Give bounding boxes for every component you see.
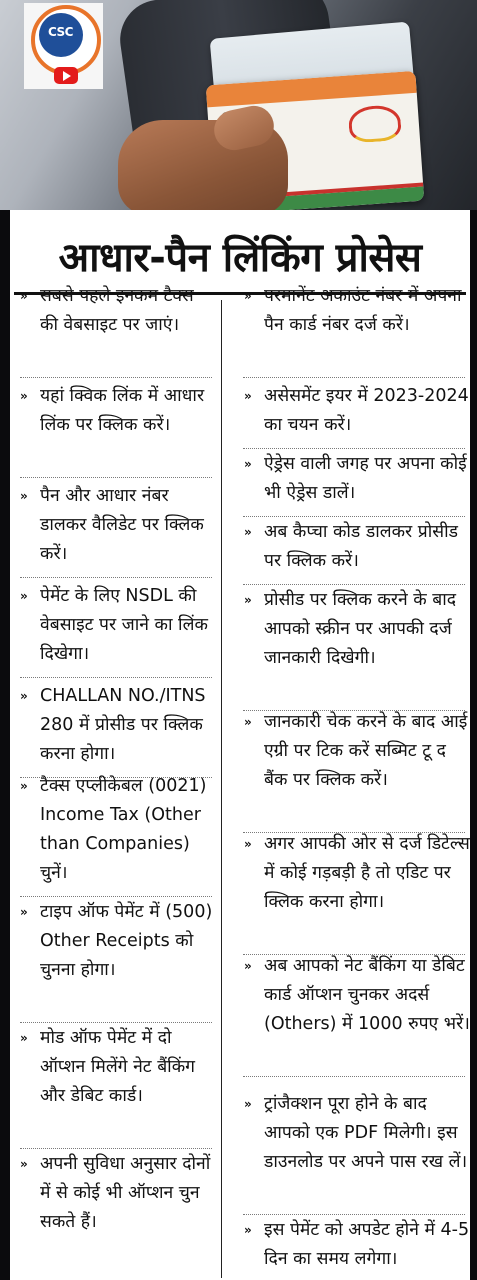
step-text (20, 482, 216, 569)
step-item (244, 708, 470, 795)
bullet-icon: » (244, 715, 252, 729)
step-separator (243, 516, 465, 517)
header-photo (0, 0, 477, 210)
step-label: CHALLAN NO./ITNS 280 में प्रोसीड पर क्लिक करना होगा। (40, 686, 206, 764)
step-separator (243, 1214, 465, 1215)
step-text (20, 582, 216, 669)
step-separator (20, 677, 212, 678)
step-label: अपनी सुविधा अनुसार दोनों में से कोई भी ऑप्शन चुन सकते हैं। (40, 1154, 211, 1232)
logo-badge-text: CSC (48, 25, 73, 39)
bullet-icon: » (244, 959, 252, 973)
step-item (244, 586, 470, 673)
step-label: पेमेंट के लिए NSDL की वेबसाइट पर जाने का लिंक दिखेगा। (40, 586, 208, 664)
aadhaar-logo-icon (348, 104, 402, 144)
bullet-icon: » (20, 1031, 28, 1045)
bullet-icon: » (244, 289, 252, 303)
step-text (244, 382, 470, 440)
step-separator (20, 896, 212, 897)
bullet-icon: » (244, 457, 252, 471)
step-separator (20, 1148, 212, 1149)
step-separator (20, 577, 212, 578)
step-text (244, 586, 470, 673)
step-separator (20, 477, 212, 478)
step-label: असेसमेंट इयर में 2023-2024 का चयन करें। (264, 386, 469, 435)
step-text (244, 450, 470, 508)
step-item (244, 518, 470, 576)
step-item (20, 382, 216, 440)
step-item (20, 772, 216, 888)
bullet-icon: » (244, 525, 252, 539)
step-separator (243, 1076, 465, 1077)
step-item (20, 1024, 216, 1111)
step-text (244, 282, 470, 340)
step-label: सबसे पहले इनकम टैक्स की वेबसाइट पर जाएं। (40, 286, 194, 335)
step-text (20, 382, 216, 440)
step-item (20, 1150, 216, 1237)
step-text (244, 1216, 470, 1274)
bullet-icon: » (20, 389, 28, 403)
step-label: प्रोसीड पर क्लिक करने के बाद आपको स्क्रीन पर आपकी दर्ज जानकारी दिखेगी। (264, 590, 457, 668)
step-label: टैक्स एप्लीकेबल (0021) Income Tax (Other than Companies) चुनें। (40, 776, 207, 883)
bullet-icon: » (244, 1097, 252, 1111)
youtube-play-icon (63, 71, 71, 81)
step-label: अब कैप्चा कोड डालकर प्रोसीड पर क्लिक करें। (264, 522, 458, 571)
step-label: जानकारी चेक करने के बाद आई एग्री पर टिक करें सब्मिट टू द बैंक पर क्लिक करें। (264, 712, 468, 790)
step-text (20, 898, 216, 985)
page-title: आधार-पैन लिंकिंग प्रोसेस (58, 235, 422, 281)
step-label: परमानेंट अकाउंट नंबर में अपना पैन कार्ड नंबर दर्ज करें। (264, 286, 462, 335)
step-text (244, 708, 470, 795)
step-label: ट्रांजैक्शन पूरा होने के बाद आपको एक PDF मिलेगी। इस डाउनलोड पर अपने पास रख लें। (264, 1094, 468, 1172)
step-label: ऐड्रेस वाली जगह पर अपना कोई भी ऐड्रेस डालें। (264, 454, 467, 503)
bullet-icon: » (20, 1157, 28, 1171)
step-label: अगर आपकी ओर से दर्ज डिटेल्स में कोई गड़बड़ी है तो एडिट पर क्लिक करना होगा। (264, 834, 470, 912)
step-text (20, 772, 216, 888)
step-text (20, 682, 216, 769)
step-item (20, 898, 216, 985)
step-item (20, 282, 216, 340)
step-item (244, 282, 470, 340)
step-item (244, 382, 470, 440)
step-text (244, 830, 470, 917)
step-label: टाइप ऑफ पेमेंट में (500) Other Receipts को चुनना होगा। (40, 902, 213, 980)
bullet-icon: » (244, 389, 252, 403)
step-separator (20, 1022, 212, 1023)
channel-logo (24, 3, 103, 89)
step-text (244, 518, 470, 576)
step-separator (243, 448, 465, 449)
column-divider (221, 300, 222, 1278)
step-item (244, 952, 470, 1039)
bullet-icon: » (244, 593, 252, 607)
step-label: पैन और आधार नंबर डालकर वैलिडेट पर क्लिक करें। (40, 486, 204, 564)
bullet-icon: » (20, 289, 28, 303)
step-item (244, 450, 470, 508)
step-item (244, 1216, 470, 1274)
step-item (20, 682, 216, 769)
step-text (20, 282, 216, 340)
step-text (20, 1024, 216, 1111)
bullet-icon: » (20, 489, 28, 503)
content-panel (10, 210, 470, 1280)
step-separator (243, 377, 465, 378)
step-item (20, 582, 216, 669)
step-separator (20, 377, 212, 378)
bullet-icon: » (20, 779, 28, 793)
step-item (244, 1090, 470, 1177)
bullet-icon: » (20, 589, 28, 603)
step-label: मोड ऑफ पेमेंट में दो ऑप्शन मिलेंगे नेट बैंकिंग और डेबिट कार्ड। (40, 1028, 196, 1106)
bullet-icon: » (20, 689, 28, 703)
bullet-icon: » (20, 905, 28, 919)
bullet-icon: » (244, 1223, 252, 1237)
step-item (244, 830, 470, 917)
step-label: यहां क्विक लिंक में आधार लिंक पर क्लिक करें। (40, 386, 205, 435)
step-separator (243, 584, 465, 585)
step-item (20, 482, 216, 569)
step-text (244, 952, 470, 1039)
step-text (244, 1090, 470, 1177)
step-text (20, 1150, 216, 1237)
step-label: अब आपको नेट बैंकिंग या डेबिट कार्ड ऑप्शन चुनकर अदर्स (Others) में 1000 रुपए भरें। (264, 956, 470, 1034)
bullet-icon: » (244, 837, 252, 851)
step-label: इस पेमेंट को अपडेट होने में 4-5 दिन का समय लगेगा। (264, 1220, 470, 1269)
